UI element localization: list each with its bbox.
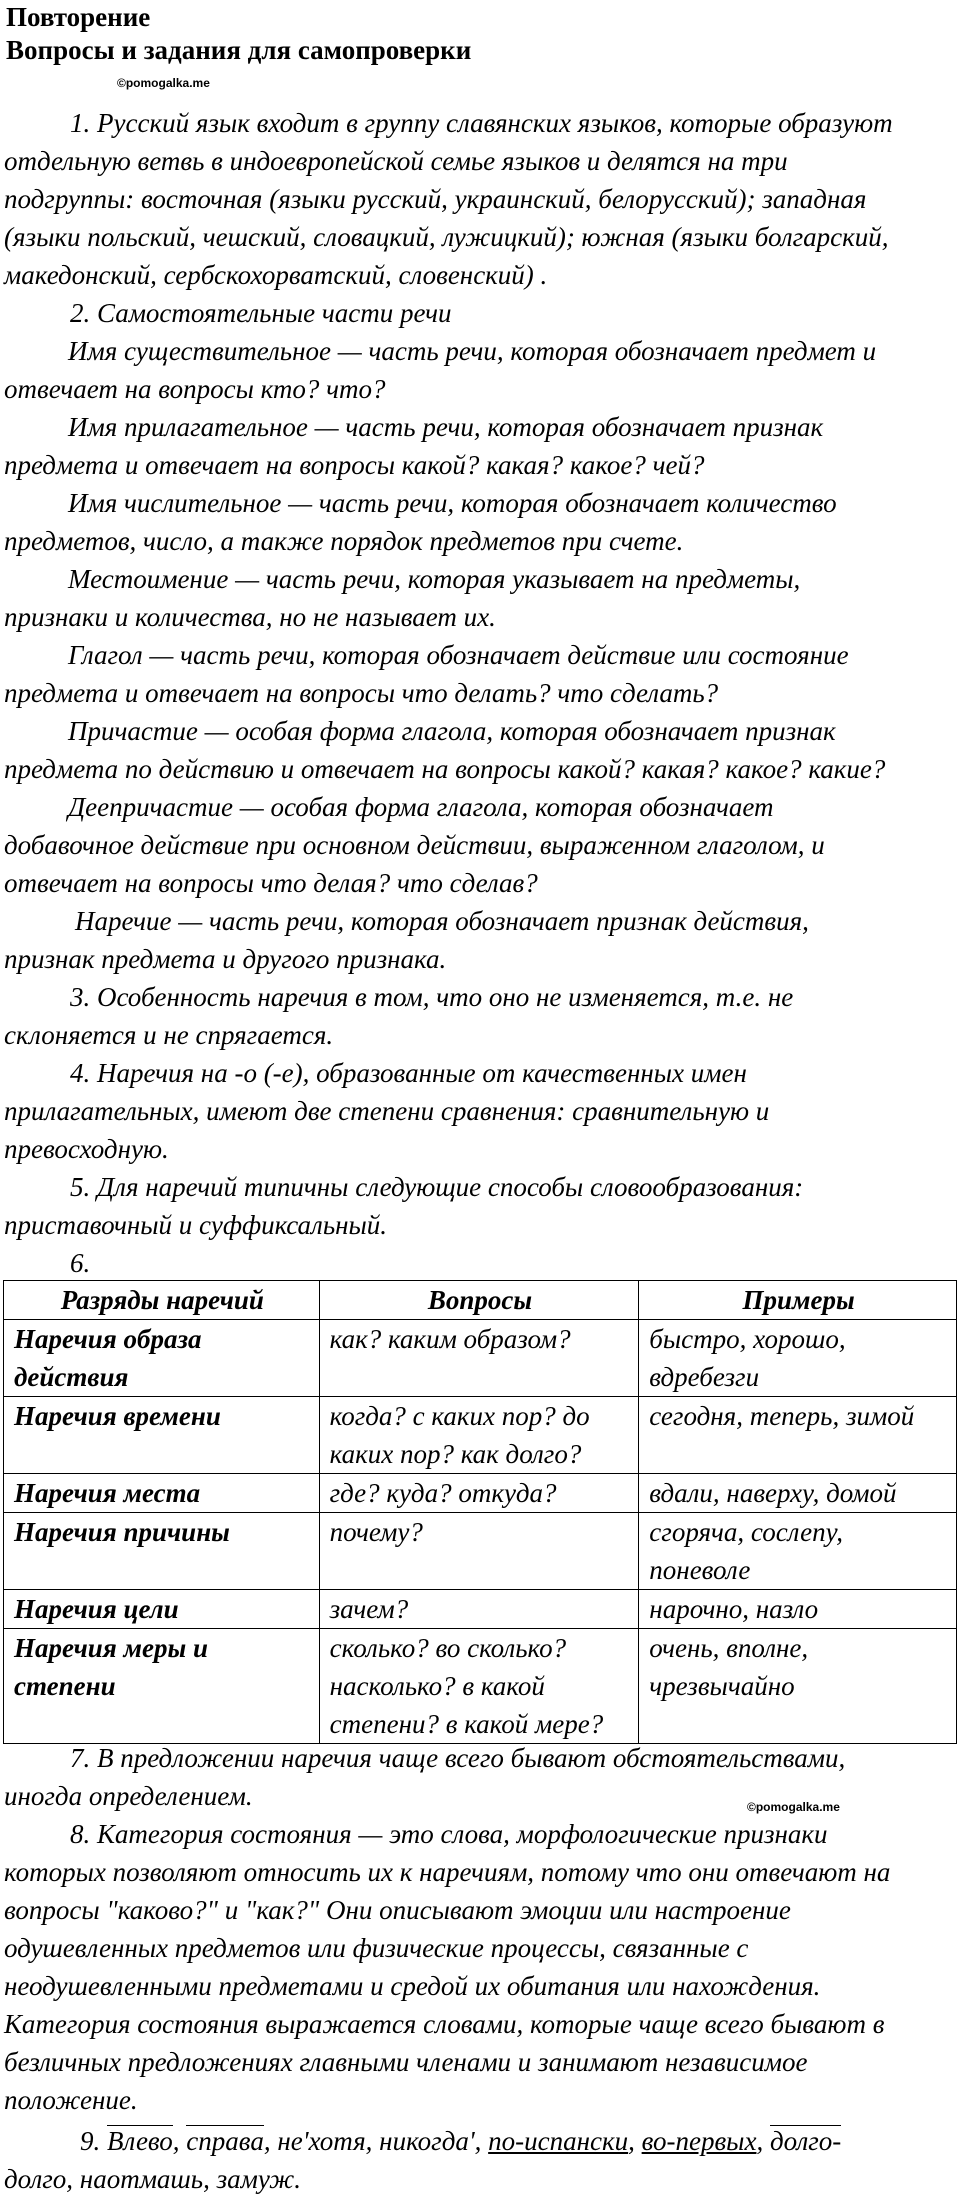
table-cell-questions: сколько? во сколько? насколько? в какой степени? в какой мере? (319, 1629, 639, 1744)
text-line: 2. Самостоятельные части речи (70, 298, 452, 328)
table-cell-category: Наречия цели (4, 1590, 320, 1629)
text-line: Наречие — часть речи, которая обозначает признак действия, (75, 906, 809, 936)
table-cell-category: Наречия времени (4, 1397, 320, 1474)
text-line: признак предмета и другого признака. (4, 944, 447, 974)
table-cell-examples: нарочно, назло (639, 1590, 957, 1629)
morpheme-word: Влево (107, 2126, 173, 2156)
morpheme-word: наотмашь (79, 2164, 204, 2194)
morpheme-word: по-испански (488, 2126, 629, 2156)
table-header-cell: Вопросы (319, 1281, 639, 1320)
task9-number: 9. (80, 2126, 101, 2156)
text-line: неодушевленными предметами и средой их обитания или нахождения. (4, 1971, 821, 2001)
text-line: предмета по действию и отвечает на вопросы какой? какая? какое? какие? (4, 754, 886, 784)
table-header-row (4, 1281, 957, 1320)
text-line: добавочное действие при основном действии, выраженном глаголом, и (4, 830, 825, 860)
text-line: вопросы "каково?" и "как?" Они описывают эмоции или настроение (4, 1895, 791, 1925)
text-line: Местоимение — часть речи, которая указывает на предметы, (68, 564, 801, 594)
text-line: (языки польский, чешский, словацкий, лужицкий); южная (языки болгарский, (4, 222, 889, 252)
watermark-mid: ©pomogalka.me (747, 1800, 840, 1814)
table-header-cell: Разряды наречий (4, 1281, 320, 1320)
text-line: отвечает на вопросы кто? что? (4, 374, 386, 404)
table-cell-examples: сгоряча, сослепу, поневоле (639, 1513, 957, 1590)
table-cell-questions: как? каким образом? (319, 1320, 639, 1397)
text-line: Имя числительное — часть речи, которая обозначает количество (68, 488, 837, 518)
page-title: Повторение (6, 2, 151, 32)
text-line: Причастие — особая форма глагола, которая обозначает признак (68, 716, 836, 746)
text-line: Имя прилагательное — часть речи, которая обозначает признак (68, 412, 824, 442)
text-line: признаки и количества, но не называет их. (4, 602, 496, 632)
table-row (4, 1397, 957, 1474)
text-line: приставочный и суффиксальный. (4, 1210, 388, 1240)
text-line: одушевленных предметов или физические процессы, связанные с (4, 1933, 749, 1963)
text-line: 7. В предложении наречия чаще всего бывают обстоятельствами, (70, 1743, 846, 1773)
table-row (4, 1474, 957, 1513)
morpheme-word: никогда' (379, 2126, 475, 2156)
table-cell-questions: почему? (319, 1513, 639, 1590)
table-cell-examples: вдали, наверху, домой (639, 1474, 957, 1513)
text-line: Деепричастие — особая форма глагола, которая обозначает (68, 792, 774, 822)
text-line: безличных предложениях главными членами и занимают независимое (4, 2047, 808, 2077)
table-cell-category: Наречия меры и степени (4, 1629, 320, 1744)
table-cell-examples: сегодня, теперь, зимой (639, 1397, 957, 1474)
table-header-cell: Примеры (639, 1281, 957, 1320)
text-line: Имя существительное — часть речи, которая обозначает предмет и (68, 336, 877, 366)
table-cell-questions: где? куда? откуда? (319, 1474, 639, 1513)
table-cell-questions: когда? с каких пор? до каких пор? как долго? (319, 1397, 639, 1474)
text-line: положение. (4, 2085, 138, 2115)
text-line: 8. Категория состояния — это слова, морфологические признаки (70, 1819, 828, 1849)
morpheme-word: справа (186, 2126, 264, 2156)
table-cell-examples: быстро, хорошо, вдребезги (639, 1320, 957, 1397)
watermark-top: ©pomogalka.me (117, 76, 210, 90)
text-line: склоняется и не спрягается. (4, 1020, 334, 1050)
table-row (4, 1629, 957, 1744)
morpheme-word: долго (4, 2164, 67, 2194)
table-cell-category: Наречия причины (4, 1513, 320, 1590)
table-cell-category: Наречия образа действия (4, 1320, 320, 1397)
table-row (4, 1320, 957, 1397)
task9-line: 9. Влево, справа, не'хотя, никогда', по-испански, во-первых, долго- (80, 2126, 842, 2156)
text-line: иногда определением. (4, 1781, 253, 1811)
text-line: 1. Русский язык входит в группу славянских языков, которые образуют (70, 108, 893, 138)
text-line: отвечает на вопросы что делая? что сделав? (4, 868, 538, 898)
morpheme-word: во-первых (641, 2126, 757, 2156)
text-line: 6. (70, 1248, 91, 1278)
text-line: 4. Наречия на -о (-е), образованные от качественных имен (70, 1058, 747, 1088)
text-line: подгруппы: восточная (языки русский, украинский, белорусский); западная (4, 184, 867, 214)
text-line: отдельную ветвь в индоевропейской семье языков и делятся на три (4, 146, 788, 176)
text-line: 5. Для наречий типичны следующие способы словообразования: (70, 1172, 804, 1202)
morpheme-word: замуж (216, 2164, 295, 2194)
text-line: 3. Особенность наречия в том, что оно не изменяется, т.е. не (70, 982, 794, 1012)
text-line: прилагательных, имеют две степени сравнения: сравнительную и (4, 1096, 770, 1126)
task9-line-2: долго, наотмашь, замуж. (4, 2164, 302, 2194)
text-line: которых позволяют относить их к наречиям, потому что они отвечают на (4, 1857, 891, 1887)
text-line: предмета и отвечает на вопросы что делать? что сделать? (4, 678, 719, 708)
adverb-categories-table (3, 1280, 957, 1744)
table-cell-questions: зачем? (319, 1590, 639, 1629)
text-line: превосходную. (4, 1134, 169, 1164)
table-row (4, 1590, 957, 1629)
text-line: Глагол — часть речи, которая обозначает действие или состояние (68, 640, 849, 670)
morpheme-word: не'хотя (277, 2126, 366, 2156)
morpheme-word: долго- (769, 2126, 842, 2156)
text-line: предмета и отвечает на вопросы какой? какая? какое? чей? (4, 450, 705, 480)
table-row (4, 1513, 957, 1590)
table-cell-examples: очень, вполне, чрезвычайно (639, 1629, 957, 1744)
page-subtitle: Вопросы и задания для самопроверки (6, 35, 472, 65)
table-cell-category: Наречия места (4, 1474, 320, 1513)
text-line: македонский, сербскохорватский, словенский) . (4, 260, 548, 290)
text-line: Категория состояния выражается словами, которые чаще всего бывают в (4, 2009, 885, 2039)
text-line: предметов, число, а также порядок предметов при счете. (4, 526, 684, 556)
